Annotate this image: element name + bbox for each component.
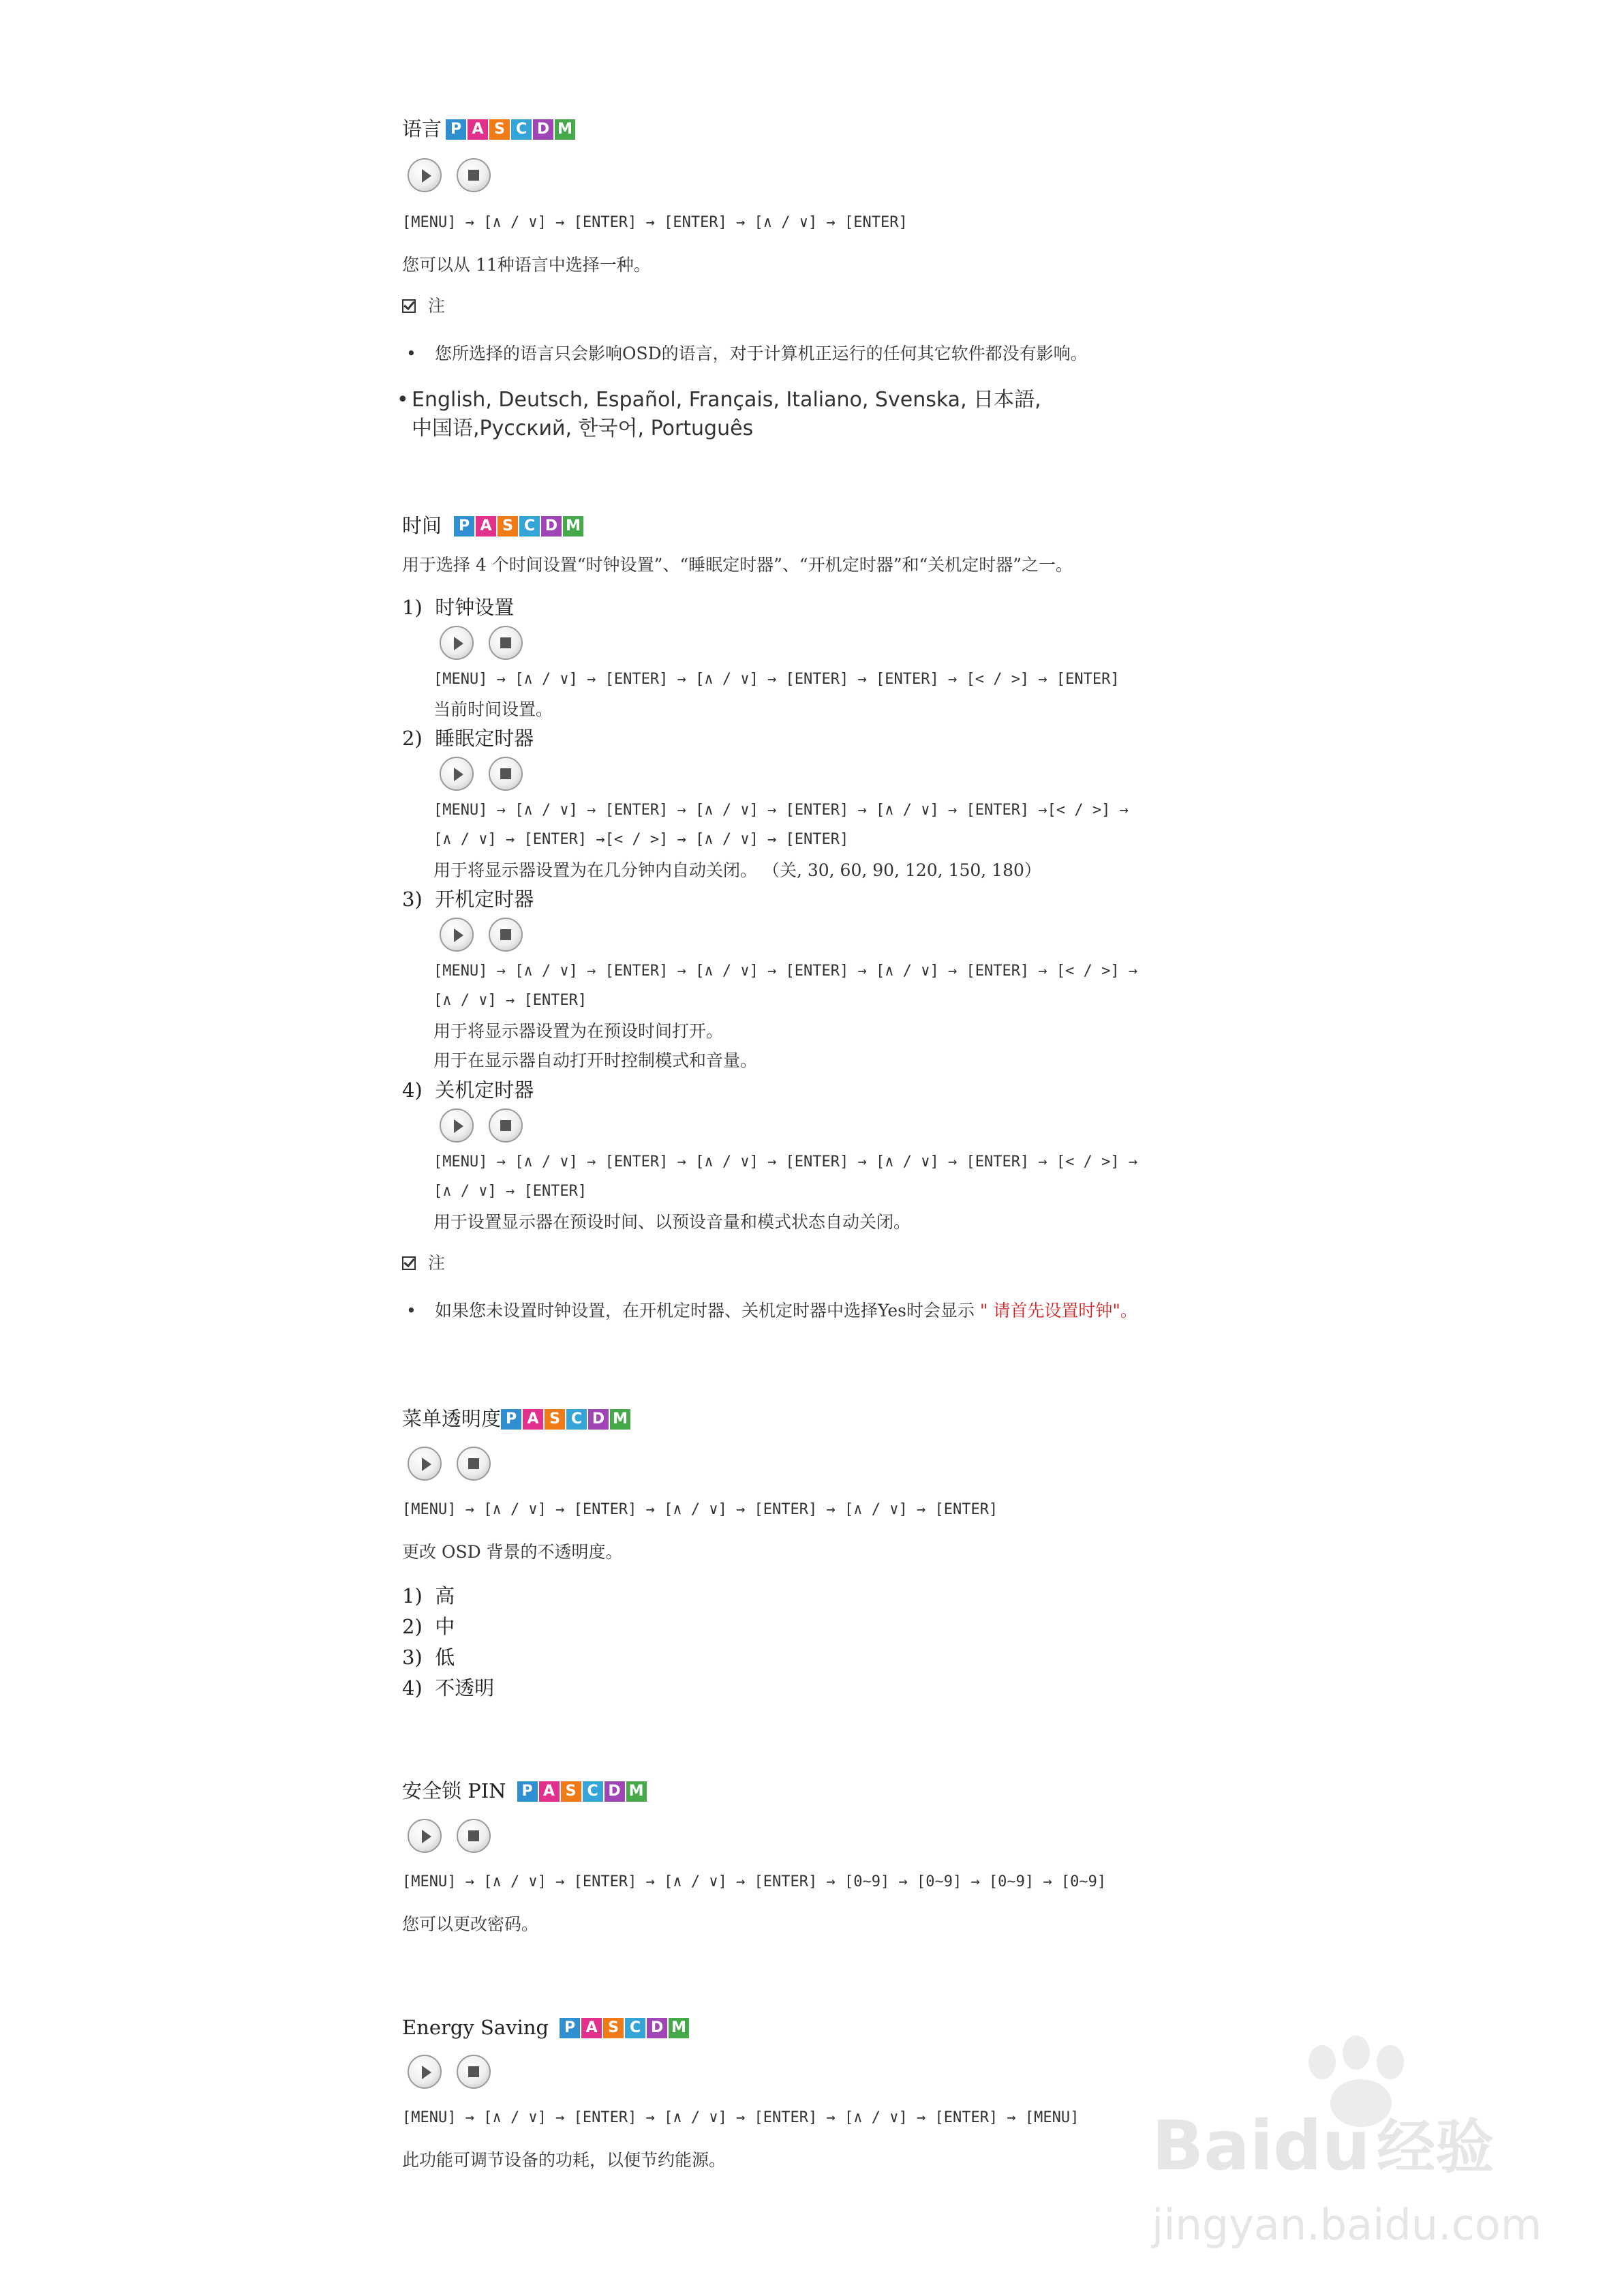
badge-s: S xyxy=(561,1781,581,1802)
key-sequence-cont: [∧ / ∨] → [ENTER] xyxy=(433,992,587,1009)
media-buttons xyxy=(440,918,523,952)
media-buttons xyxy=(408,1447,491,1481)
badge-p: P xyxy=(501,1409,521,1430)
media-buttons xyxy=(408,2055,491,2089)
stop-icon[interactable] xyxy=(489,626,523,660)
watermark-cn: 经验 xyxy=(1377,2113,1494,2181)
baidu-watermark xyxy=(1152,2045,1542,2250)
option-label: 不透明 xyxy=(435,1676,495,1700)
time-item-sleep xyxy=(402,725,534,752)
key-sequence: [MENU] → [∧ / ∨] → [ENTER] → [∧ / ∨] → [ENTER] → [0~9] → [0~9] → [0~9] → [0~9] xyxy=(402,1873,1107,1890)
model-badges xyxy=(454,516,583,537)
warning-message: " 请首先设置时钟"。 xyxy=(979,1301,1137,1320)
stop-icon[interactable] xyxy=(489,918,523,952)
model-badges xyxy=(560,2018,689,2038)
key-sequence: [MENU] → [∧ / ∨] → [ENTER] → [∧ / ∨] → [ENTER] → [∧ / ∨] → [ENTER] →[< / >] → xyxy=(433,802,1129,819)
badge-a: A xyxy=(468,119,488,140)
badge-m: M xyxy=(669,2018,689,2038)
item-number: 2) xyxy=(402,727,423,750)
item-number: 3) xyxy=(402,888,423,911)
badge-d: D xyxy=(605,1781,625,1802)
stop-icon[interactable] xyxy=(489,757,523,791)
stop-icon[interactable] xyxy=(457,1447,491,1481)
item-number: 4) xyxy=(402,1078,423,1102)
time-item-off-timer xyxy=(402,1077,534,1104)
badge-c: C xyxy=(566,1409,587,1430)
badge-d: D xyxy=(541,516,562,537)
bullet-dot: • xyxy=(397,388,409,412)
play-icon[interactable] xyxy=(408,1819,442,1853)
item-name: 时钟设置 xyxy=(435,596,515,619)
note-bullet-text: 如果您未设置时钟设置，在开机定时器、关机定时器中选择Yes时会显示 xyxy=(435,1301,975,1320)
badge-c: C xyxy=(625,2018,645,2038)
option-medium xyxy=(402,1614,455,1640)
item-description: 用于将显示器设置为在预设时间打开。 xyxy=(433,1021,724,1041)
badge-s: S xyxy=(603,2018,624,2038)
item-description-2: 用于在显示器自动打开时控制模式和音量。 xyxy=(433,1051,758,1070)
option-label: 高 xyxy=(435,1584,455,1607)
language-list-line1: English, Deutsch, Español, Français, Italiano, Svenska, 日本語, xyxy=(412,388,1041,412)
option-number: 3) xyxy=(402,1646,423,1669)
model-badges xyxy=(501,1409,630,1430)
section-description: 更改 OSD 背景的不透明度。 xyxy=(402,1542,623,1562)
play-icon[interactable] xyxy=(440,757,474,791)
note-label xyxy=(402,294,445,318)
item-description: 用于将显示器设置为在几分钟内自动关闭。 （关, 30, 60, 90, 120, 150, 180） xyxy=(433,860,1041,880)
item-name: 关机定时器 xyxy=(435,1078,534,1102)
section-title: 时间 xyxy=(402,514,442,537)
option-number: 2) xyxy=(402,1615,423,1638)
badge-c: C xyxy=(511,119,532,140)
option-number: 4) xyxy=(402,1676,423,1700)
section-heading-energy xyxy=(402,2014,689,2041)
note-bullet xyxy=(406,342,1088,365)
note-bullet xyxy=(406,1299,1137,1323)
language-list-line2: 中国语,Русский, 한국어, Português xyxy=(412,417,754,440)
option-label: 中 xyxy=(435,1615,455,1638)
badge-a: A xyxy=(539,1781,560,1802)
stop-icon[interactable] xyxy=(457,158,491,192)
note-bullet-text: 您所选择的语言只会影响OSD的语言，对于计算机正运行的任何其它软件都没有影响。 xyxy=(435,344,1088,363)
media-buttons xyxy=(440,757,523,791)
key-sequence: [MENU] → [∧ / ∨] → [ENTER] → [∧ / ∨] → [ENTER] → [∧ / ∨] → [ENTER] → [MENU] xyxy=(402,2109,1080,2126)
section-description: 您可以从 11种语言中选择一种。 xyxy=(402,255,651,275)
model-badges xyxy=(446,119,575,140)
checkbox-icon xyxy=(402,1256,416,1270)
note-label xyxy=(402,1252,445,1275)
watermark-brand: Baidu xyxy=(1152,2106,1371,2186)
badge-s: S xyxy=(498,516,518,537)
key-sequence-cont: [∧ / ∨] → [ENTER] →[< / >] → [∧ / ∨] → [ENTER] xyxy=(433,831,849,848)
item-description: 当前时间设置。 xyxy=(433,699,553,719)
time-item-clock xyxy=(402,594,514,621)
section-description: 此功能可调节设备的功耗，以便节约能源。 xyxy=(402,2150,726,2170)
badge-p: P xyxy=(560,2018,580,2038)
badge-m: M xyxy=(563,516,583,537)
play-icon[interactable] xyxy=(440,918,474,952)
badge-m: M xyxy=(610,1409,630,1430)
badge-a: A xyxy=(581,2018,602,2038)
bullet-dot: • xyxy=(406,344,416,363)
section-heading-pin xyxy=(402,1778,647,1804)
note-text: 注 xyxy=(428,1253,446,1273)
play-icon[interactable] xyxy=(408,1447,442,1481)
badge-s: S xyxy=(545,1409,565,1430)
play-icon[interactable] xyxy=(440,626,474,660)
media-buttons xyxy=(408,158,491,192)
section-heading-time xyxy=(402,513,583,539)
key-sequence: [MENU] → [∧ / ∨] → [ENTER] → [∧ / ∨] → [ENTER] → [∧ / ∨] → [ENTER] → [< / >] → xyxy=(433,1153,1138,1170)
option-opaque xyxy=(402,1675,494,1702)
note-text: 注 xyxy=(428,296,446,316)
badge-c: C xyxy=(519,516,540,537)
play-icon[interactable] xyxy=(440,1108,474,1143)
key-sequence: [MENU] → [∧ / ∨] → [ENTER] → [∧ / ∨] → [ENTER] → [∧ / ∨] → [ENTER] xyxy=(402,1501,998,1518)
play-icon[interactable] xyxy=(408,158,442,192)
item-name: 开机定时器 xyxy=(435,888,534,911)
section-heading-language xyxy=(402,116,575,142)
key-sequence: [MENU] → [∧ / ∨] → [ENTER] → [∧ / ∨] → [ENTER] → [∧ / ∨] → [ENTER] → [< / >] → xyxy=(433,963,1138,980)
key-sequence: [MENU] → [∧ / ∨] → [ENTER] → [∧ / ∨] → [ENTER] → [ENTER] → [< / >] → [ENTER] xyxy=(433,671,1120,688)
media-buttons xyxy=(408,1819,491,1853)
badge-s: S xyxy=(489,119,510,140)
watermark-url: jingyan.baidu.com xyxy=(1152,2200,1542,2250)
section-title: Energy Saving xyxy=(402,2016,549,2039)
badge-m: M xyxy=(555,119,575,140)
language-list xyxy=(397,386,1041,443)
section-description: 用于选择 4 个时间设置“时钟设置”、“睡眠定时器”、“开机定时器”和“关机定时器”之一。 xyxy=(402,555,1073,575)
key-sequence-cont: [∧ / ∨] → [ENTER] xyxy=(433,1183,587,1200)
option-label: 低 xyxy=(435,1646,455,1669)
option-low xyxy=(402,1644,455,1671)
media-buttons xyxy=(440,1108,523,1143)
badge-d: D xyxy=(533,119,553,140)
option-high xyxy=(402,1583,455,1610)
item-description: 用于设置显示器在预设时间、以预设音量和模式状态自动关闭。 xyxy=(433,1212,911,1232)
bullet-dot: • xyxy=(406,1301,416,1320)
option-number: 1) xyxy=(402,1584,423,1607)
stop-icon[interactable] xyxy=(457,2055,491,2089)
model-badges xyxy=(517,1781,647,1802)
badge-d: D xyxy=(588,1409,609,1430)
badge-m: M xyxy=(626,1781,647,1802)
badge-p: P xyxy=(517,1781,538,1802)
stop-icon[interactable] xyxy=(457,1819,491,1853)
key-sequence: [MENU] → [∧ / ∨] → [ENTER] → [ENTER] → [∧ / ∨] → [ENTER] xyxy=(402,214,908,231)
badge-a: A xyxy=(523,1409,543,1430)
section-title: 安全锁 PIN xyxy=(402,1779,506,1802)
section-heading-transparency xyxy=(402,1406,630,1432)
item-number: 1) xyxy=(402,596,423,619)
badge-a: A xyxy=(476,516,496,537)
play-icon[interactable] xyxy=(408,2055,442,2089)
item-name: 睡眠定时器 xyxy=(435,727,534,750)
checkbox-icon xyxy=(402,299,416,313)
badge-p: P xyxy=(446,119,466,140)
badge-p: P xyxy=(454,516,474,537)
stop-icon[interactable] xyxy=(489,1108,523,1143)
section-description: 您可以更改密码。 xyxy=(402,1914,539,1934)
media-buttons xyxy=(440,626,523,660)
section-title: 菜单透明度 xyxy=(402,1407,502,1430)
badge-d: D xyxy=(647,2018,667,2038)
time-item-on-timer xyxy=(402,886,534,913)
badge-c: C xyxy=(583,1781,603,1802)
section-title: 语言 xyxy=(402,117,442,140)
